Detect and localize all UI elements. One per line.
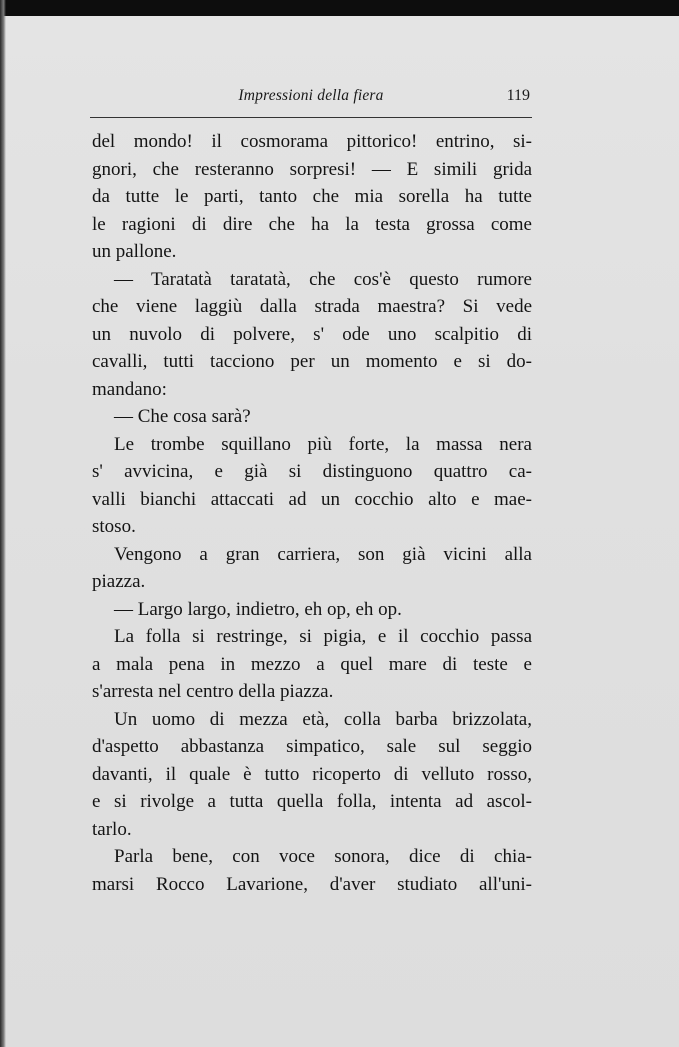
text-line: stoso.	[92, 516, 136, 537]
text-line: piazza.	[92, 571, 146, 592]
text-line: s'arresta nel centro della piazza.	[92, 681, 334, 702]
text-line: Le trombe squillano più forte, la massa nera	[114, 433, 532, 455]
text-line: le ragioni di dire che ha la testa grossa come	[92, 213, 532, 235]
text-line: davanti, il quale è tutto ricoperto di velluto rosso,	[92, 763, 532, 785]
running-title: Impressioni della fiera	[238, 87, 384, 104]
text-line: mandano:	[92, 378, 167, 400]
header-rule	[90, 117, 532, 118]
text-line: a mala pena in mezzo a quel mare di teste e	[92, 653, 532, 675]
text-line: che viene laggiù dalla strada maestra? Si vede	[92, 296, 532, 317]
text-line: d'aspetto abbastanza simpatico, sale sul seggio	[92, 736, 532, 757]
text-line: tarlo.	[92, 818, 132, 840]
text-line: marsi Rocco Lavarione, d'aver studiato all'uni-	[92, 873, 532, 895]
text-line: cavalli, tutti tacciono per un momento e si do-	[92, 351, 532, 372]
text-line: gnori, che resteranno sorpresi! — E simili grida	[92, 158, 532, 180]
text-line: un pallone.	[92, 241, 177, 262]
body-text	[92, 128, 532, 898]
text-line: e si rivolge a tutta quella folla, intenta ad ascol-	[92, 791, 532, 812]
text-line: Vengono a gran carriera, son già vicini alla	[114, 543, 532, 565]
text-line: del mondo! il cosmorama pittorico! entrino, si-	[92, 131, 532, 152]
text-line: da tutte le parti, tanto che mia sorella ha tutte	[92, 186, 532, 207]
page-number: 119	[506, 87, 530, 104]
text-line: s' avvicina, e già si distinguono quattro ca-	[92, 461, 532, 482]
text-line: Parla bene, con voce sonora, dice di chia-	[114, 846, 532, 867]
page-header	[90, 84, 532, 118]
scan-top-border	[0, 0, 679, 16]
text-line: — Che cosa sarà?	[114, 406, 251, 427]
text-line: — Taratatà taratatà, che cos'è questo rumore	[114, 268, 532, 290]
text-line: — Largo largo, indietro, eh op, eh op.	[114, 598, 402, 620]
text-line: Un uomo di mezza età, colla barba brizzolata,	[114, 708, 532, 730]
scan-left-edge	[0, 0, 6, 1047]
text-line: valli bianchi attaccati ad un cocchio alto e mae-	[92, 488, 532, 510]
text-line: un nuvolo di polvere, s' ode uno scalpitio di	[92, 323, 532, 345]
text-line: La folla si restringe, si pigia, e il cocchio passa	[114, 626, 532, 647]
